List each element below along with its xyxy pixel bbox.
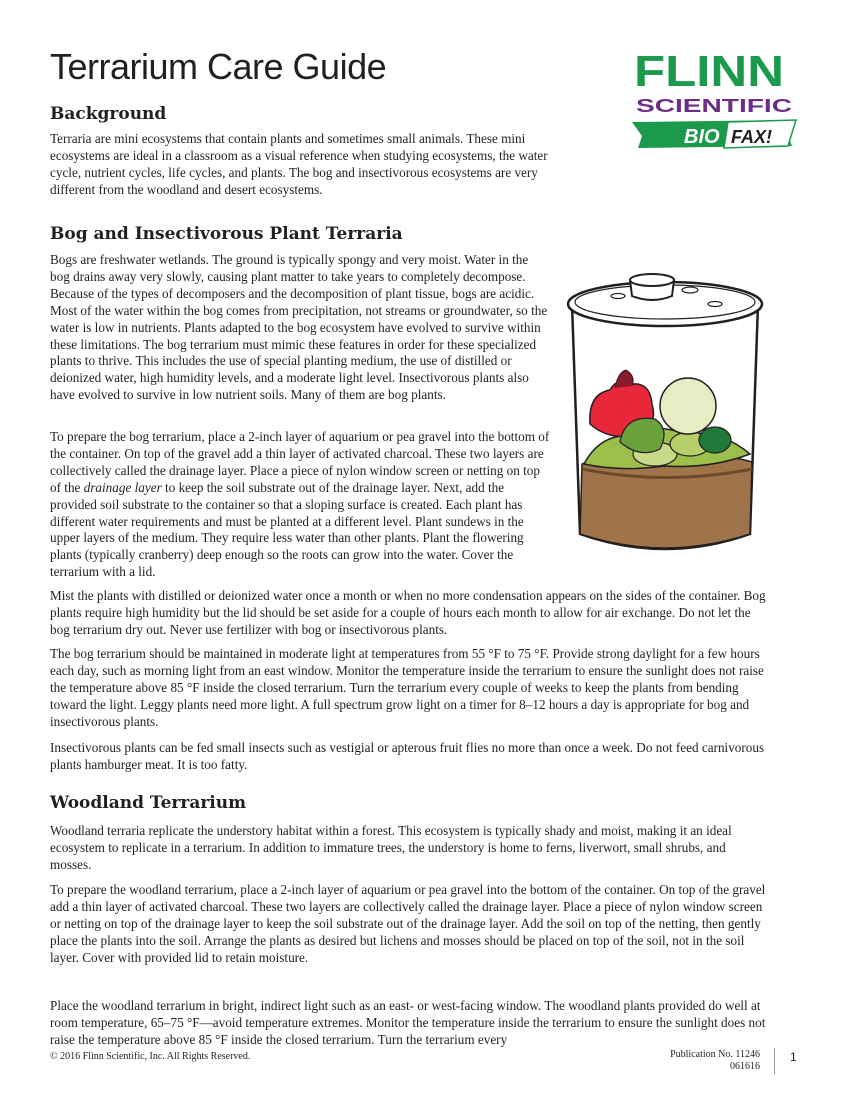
bog-paragraph-2: To prepare the bog terrarium, place a 2-inch layer of aquarium or pea gravel into the bottom of the container. On top of the gravel add a thin layer of activated charcoal. These two layers are collectively called the drainage layer. Place a piece of nylon window screen or netting on top of the drainage layer to keep the soil substrate out of the drainage layer. Next, add the provided soil substrate to the container so that a sloping surface is created. Each plant has different water requirements and must be planted at a different level. Plant sundews in the upper layers of the medium. They require less water than other plants. Plant the flowering plants (typically cranberry) deep enough so the roots can grow into the water. Cover the terrarium with a lid. (50, 429, 550, 580)
terrarium-illustration (560, 264, 770, 564)
woodland-paragraph-1: Woodland terraria replicate the understory habitat within a forest. This ecosystem is typically shady and moist, making it an ideal ecosystem to replicate in a terrarium. In addition to immature trees, the understory is home to ferns, liverwort, small shrubs, and mosses. (50, 823, 732, 872)
publication-code: 061616 (730, 1061, 760, 1072)
page-number: 1 (790, 1050, 797, 1064)
bog-paragraph-5: Insectivorous plants can be fed small insects such as vestigial or apterous fruit flies no more than once a week. Do not feed carnivorous plants hamburger meat. It is too fatty. (50, 740, 765, 772)
svg-text:BIO: BIO (684, 126, 720, 148)
page-title: Terrarium Care Guide (50, 46, 387, 87)
publication-info (620, 1049, 760, 1073)
drainage-layer-emphasis: drainage layer (83, 479, 162, 495)
bog-paragraph-1: Bogs are freshwater wetlands. The ground is typically spongy and very moist. Water in the bog drains away very slowly, causing plant matter to take years to completely decompose. Because of the types of decomposers and the decomposition of plant tissue, bogs are acidic. Most of the water within the bog comes from precipitation, not streams or groundwater, so the water is low in nutrients. Plants adapted to the bog ecosystem have evolved to survive within these limitations. The bog terrarium must mimic these features in order for these specialized plants to thrive. This includes the use of special planting medium, the use of distilled or deionized water, high humidity levels, and a moderate light level. Insectivorous plants also have evolved to survive in low nutrient soils. Many of them are bog plants. (50, 252, 548, 403)
background-paragraph: Terraria are mini ecosystems that contain plants and sometimes small animals. These mini ecosystems are ideal in a classroom as a visual reference when studying ecosystems, the water cycle, nutrient cycles, life cycles, and plants. The bog and insectivorous ecosystems are very different from the woodland and desert ecosystems. (50, 131, 548, 197)
bog-paragraph-3: Mist the plants with distilled or deionized water once a month or when no more condensation appears on the sides of the container. Bog plants require high humidity but the lid should be set aside for a couple of hours each month to allow for air exchange. Do not let the bog terrarium dry out. Never use fertilizer with bog or insectivorous plants. (50, 588, 766, 637)
woodland-paragraph-2: To prepare the woodland terrarium, place a 2-inch layer of aquarium or pea gravel into the bottom of the container. On top of the gravel add a thin layer of activated charcoal. These two layers are collectively called the drainage layer. Place a piece of nylon window screen or netting on top of the drainage layer to keep the soil substrate out of the drainage layer. Add the soil on top of the netting, then gently place the plants into the soil. Arrange the plants as desired but lichens and mosses should be placed on top of the soil, not in the soil layer. Cover with provided lid to retain moisture. (50, 882, 766, 965)
flinn-bio-fax-logo (628, 46, 798, 150)
svg-text:FLINN: FLINN (634, 47, 784, 96)
copyright: © 2016 Flinn Scientific, Inc. All Rights Reserved. (50, 1051, 251, 1062)
heading-woodland: Woodland Terrarium (50, 793, 247, 813)
woodland-paragraph-3: Place the woodland terrarium in bright, indirect light such as an east- or west-facing window. The woodland plants provided do well at room temperature, 65–75 °F—avoid temperature extremes. Monitor the temperature inside the terrarium to ensure the sunlight does not raise the temperature above 85 °F inside the closed terrarium. Turn the terrarium every (50, 998, 766, 1047)
publication-number: Publication No. 11246 (670, 1049, 760, 1060)
heading-background: Background (50, 104, 167, 124)
page-number-divider (774, 1048, 775, 1074)
heading-bog: Bog and Insectivorous Plant Terraria (50, 224, 403, 244)
bog-paragraph-4: The bog terrarium should be maintained in moderate light at temperatures from 55 °F to 75 °F. Provide strong daylight for a few hours each day, such as morning light from an east window. Monitor the temperature inside the terrarium to ensure the sunlight does not raise the temperature above 85 °F inside the closed terrarium. Turn the terrarium every couple of weeks to keep the plants from bending toward the light. Leggy plants need more light. A full spectrum grow light on a timer for 8–12 hours a day is appropriate for bog and insectivorous plants. (50, 646, 764, 729)
svg-text:FAX!: FAX! (731, 127, 773, 147)
svg-text:SCIENTIFIC: SCIENTIFIC (636, 96, 792, 116)
